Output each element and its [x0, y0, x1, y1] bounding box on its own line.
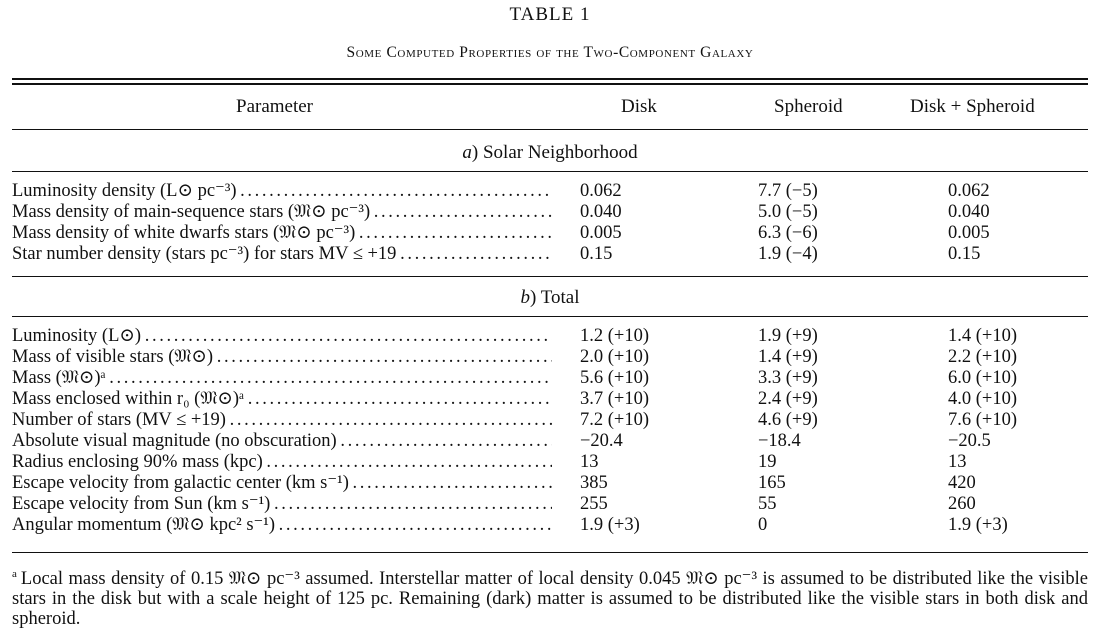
- row-label: Angular momentum (𝔐⊙ kpc² s⁻¹) . . .: [12, 515, 552, 536]
- section-title-solar: [0, 142, 1100, 164]
- table-row: [0, 494, 1100, 515]
- table-row: [0, 202, 1100, 223]
- cell-disk-spheroid: −20.5: [948, 431, 991, 451]
- section-rule-solar: [12, 171, 1088, 172]
- cell-spheroid: 1.9 (−4): [758, 244, 818, 264]
- section-text: ) Total: [529, 287, 580, 308]
- header-disk-spheroid: Disk + Spheroid: [910, 96, 1035, 117]
- table-row: [0, 368, 1100, 389]
- header-parameter: Parameter: [236, 96, 314, 117]
- cell-spheroid: 7.7 (−5): [758, 181, 818, 201]
- cell-disk-spheroid: 6.0 (+10): [948, 368, 1018, 388]
- top-rule-second: [12, 83, 1088, 85]
- row-label: Luminosity density (L⊙ pc⁻³) . . .: [12, 181, 552, 202]
- cell-disk: 13: [580, 452, 599, 472]
- cell-disk: 0.005: [580, 223, 622, 243]
- header-spheroid: Spheroid: [774, 96, 843, 117]
- cell-disk: −20.4: [580, 431, 623, 451]
- table-row: [0, 244, 1100, 265]
- cell-spheroid: 55: [758, 494, 777, 514]
- header-disk: Disk: [621, 96, 657, 117]
- cell-spheroid: 5.0 (−5): [758, 202, 818, 222]
- section-letter: b: [520, 287, 530, 308]
- table-row: [0, 347, 1100, 368]
- row-label: Escape velocity from galactic center (km s⁻¹) . . .: [12, 473, 552, 494]
- table-row: [0, 452, 1100, 473]
- cell-disk-spheroid: 2.2 (+10): [948, 347, 1018, 367]
- table-title: Some Computed Properties of the Two-Component Galaxy: [346, 44, 754, 61]
- row-label: Number of stars (MV ≤ +19) . . .: [12, 410, 552, 431]
- cell-disk: 385: [580, 473, 608, 493]
- cell-spheroid: 1.9 (+9): [758, 326, 818, 346]
- section-title-total: [0, 287, 1100, 309]
- table-row: [0, 181, 1100, 202]
- cell-disk: 0.040: [580, 202, 622, 222]
- row-label: Radius enclosing 90% mass (kpc) . . .: [12, 452, 552, 473]
- cell-disk: 7.2 (+10): [580, 410, 650, 430]
- cell-spheroid: 0: [758, 515, 768, 535]
- cell-spheroid: 6.3 (−6): [758, 223, 818, 243]
- cell-disk-spheroid: 0.005: [948, 223, 990, 243]
- table-number: TABLE 1: [509, 4, 591, 25]
- cell-spheroid: 3.3 (+9): [758, 368, 818, 388]
- cell-disk-spheroid: 1.4 (+10): [948, 326, 1018, 346]
- row-label: Mass (𝔐⊙)ᵃ . . .: [12, 368, 552, 389]
- row-label: Luminosity (L⊙) . . .: [12, 326, 552, 347]
- cell-disk-spheroid: 0.062: [948, 181, 990, 201]
- cell-spheroid: 4.6 (+9): [758, 410, 818, 430]
- cell-disk-spheroid: 7.6 (+10): [948, 410, 1018, 430]
- cell-disk: 5.6 (+10): [580, 368, 650, 388]
- cell-disk: 0.15: [580, 244, 613, 264]
- table-row: [0, 389, 1100, 410]
- cell-disk-spheroid: 13: [948, 452, 967, 472]
- footnote: [12, 564, 1088, 629]
- cell-spheroid: −18.4: [758, 431, 801, 451]
- row-label: Mass density of main-sequence stars (𝔐⊙ pc⁻³) . . .: [12, 202, 552, 223]
- table-row: [0, 410, 1100, 431]
- cell-disk-spheroid: 0.15: [948, 244, 981, 264]
- table-row: [0, 223, 1100, 244]
- row-label: Mass enclosed within r₀ (𝔐⊙)ᵃ . . .: [12, 389, 552, 410]
- cell-disk: 2.0 (+10): [580, 347, 650, 367]
- row-label: Mass of visible stars (𝔐⊙) . . .: [12, 347, 552, 368]
- section-rule-total: [12, 316, 1088, 317]
- table-row: [0, 473, 1100, 494]
- row-label: Star number density (stars pc⁻³) for stars MV ≤ +19 . . .: [12, 244, 552, 265]
- mid-rule: [12, 276, 1088, 277]
- section-letter: a: [462, 142, 472, 163]
- top-rule: [12, 78, 1088, 80]
- cell-disk-spheroid: 1.9 (+3): [948, 515, 1008, 535]
- cell-disk: 1.2 (+10): [580, 326, 650, 346]
- cell-disk: 255: [580, 494, 608, 514]
- footnote-text: Local mass density of 0.15 𝔐⊙ pc⁻³ assumed. Interstellar matter of local density 0.045 𝔐⊙ pc⁻³ is assumed to be distributed like the visible stars in the disk but with a scale height of 125 pc. Remaining (dark) matter is assumed to be distributed like the visible stars in both disk and spheroid.: [12, 569, 1088, 630]
- table-row: [0, 431, 1100, 452]
- cell-disk: 3.7 (+10): [580, 389, 650, 409]
- cell-disk-spheroid: 4.0 (+10): [948, 389, 1018, 409]
- cell-spheroid: 165: [758, 473, 786, 493]
- section-text: ) Solar Neighborhood: [471, 142, 638, 163]
- table-row: [0, 515, 1100, 536]
- cell-disk: 0.062: [580, 181, 622, 201]
- cell-disk-spheroid: 420: [948, 473, 976, 493]
- row-label: Absolute visual magnitude (no obscuration) . . .: [12, 431, 552, 452]
- cell-spheroid: 1.4 (+9): [758, 347, 818, 367]
- row-label: Mass density of white dwarfs stars (𝔐⊙ pc⁻³) . . .: [12, 223, 552, 244]
- cell-disk: 1.9 (+3): [580, 515, 640, 535]
- header-rule: [12, 129, 1088, 130]
- cell-spheroid: 2.4 (+9): [758, 389, 818, 409]
- cell-disk-spheroid: 0.040: [948, 202, 990, 222]
- table-row: [0, 326, 1100, 347]
- cell-spheroid: 19: [758, 452, 777, 472]
- bottom-rule: [12, 552, 1088, 553]
- footnote-mark: a: [12, 568, 17, 580]
- row-label: Escape velocity from Sun (km s⁻¹) . . .: [12, 494, 552, 515]
- cell-disk-spheroid: 260: [948, 494, 976, 514]
